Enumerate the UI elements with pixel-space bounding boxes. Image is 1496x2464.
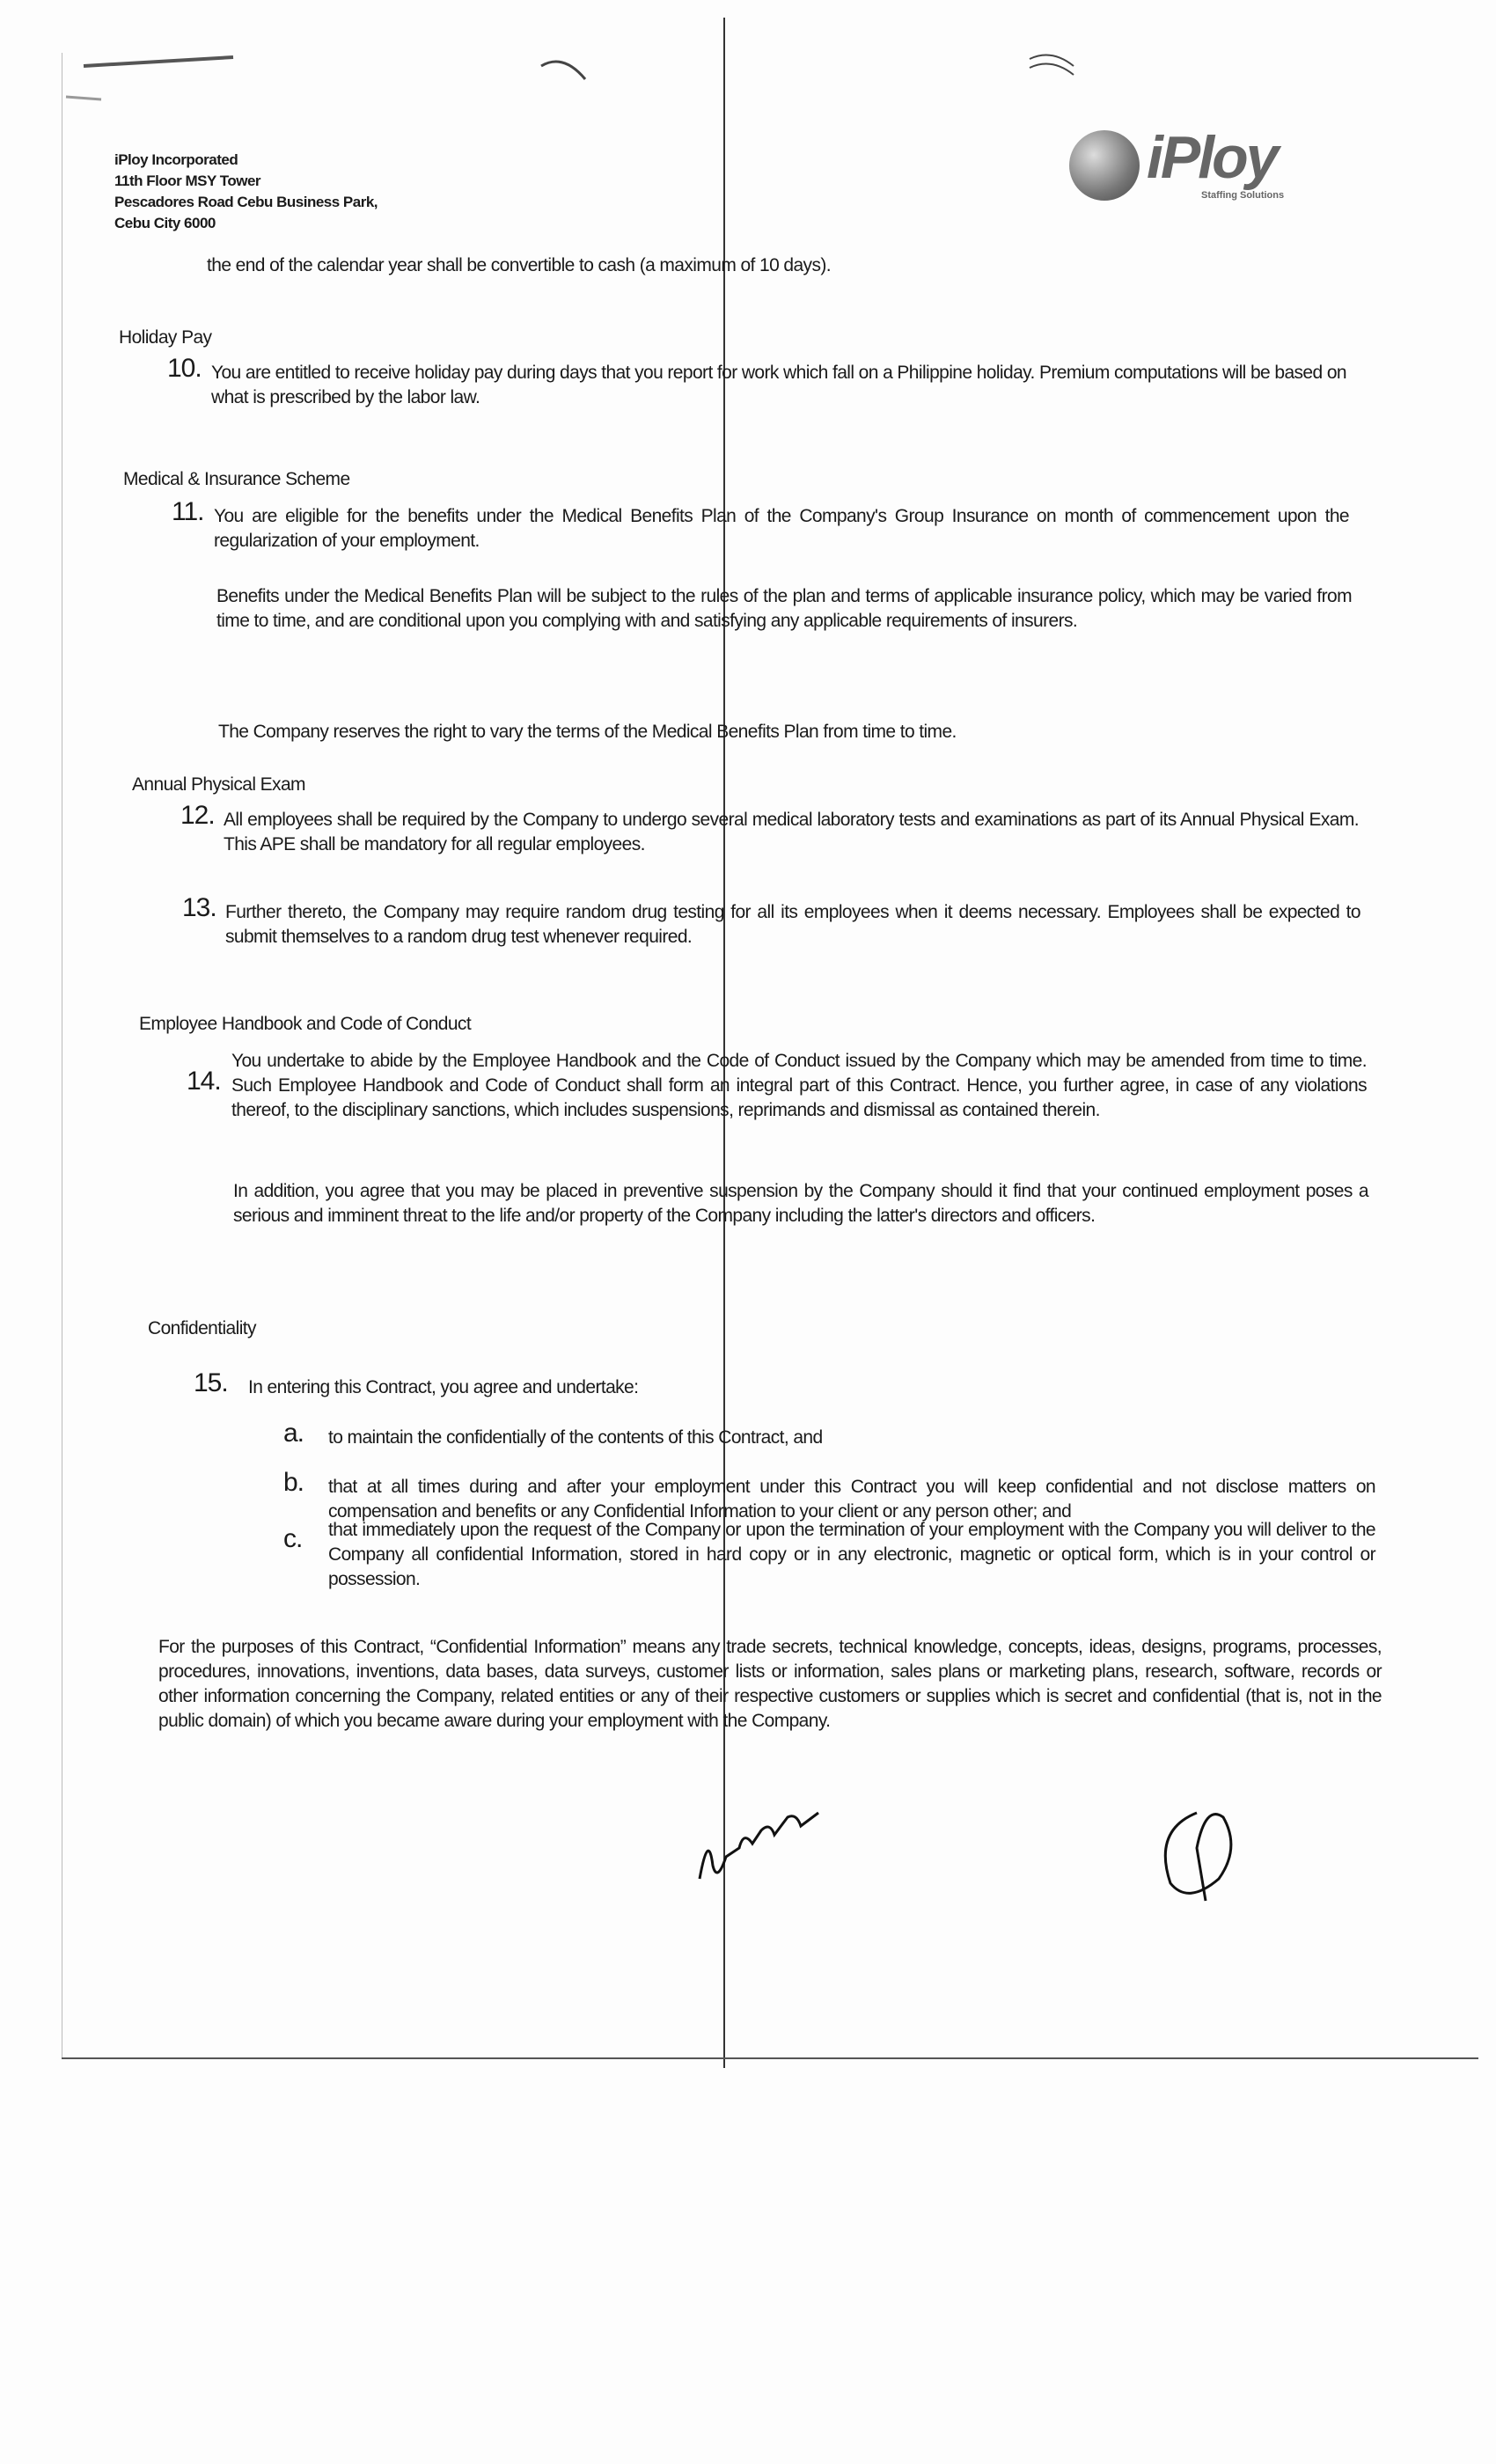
address-line: iPloy Incorporated: [114, 151, 238, 168]
item-number: 13.: [182, 893, 216, 922]
address-line: Pescadores Road Cebu Business Park,: [114, 194, 378, 210]
continuation-text: the end of the calendar year shall be convertible to cash (a maximum of 10 days).: [207, 255, 831, 275]
clause-text: You are eligible for the benefits under the Medical Benefits Plan of the Company's Group Insurance on month of commencement upon the regularization of your employment.: [214, 506, 1349, 551]
logo-name: iPloy: [1147, 124, 1277, 191]
paragraph: Benefits under the Medical Benefits Plan will be subject to the rules of the plan and terms of applicable insurance policy, which may be varied from time to time, and are conditional upon you complying with and satisfying any applicable requirements of insurers.: [216, 586, 1352, 631]
company-address: [114, 150, 378, 234]
signature-employer: [1144, 1795, 1276, 1910]
address-line: 11th Floor MSY Tower: [114, 172, 261, 189]
globe-icon: [1069, 130, 1140, 201]
staple-mark: [1025, 48, 1078, 84]
clause-text: Further thereto, the Company may require random drug testing for all its employees when it deems necessary. Employees shall be expected to submit themselves to a random drug test whenever required.: [225, 902, 1360, 947]
item-number: 15.: [194, 1368, 228, 1397]
paragraph: In addition, you agree that you may be placed in preventive suspension by the Company should it find that your continued employment poses a serious and imminent threat to the life and/or property of the Company including the latter's directors and officers.: [233, 1181, 1368, 1226]
scan-fold-line: [723, 18, 725, 2068]
item-number: 11.: [172, 497, 204, 526]
staple-mark: [537, 53, 590, 88]
subitem-text: to maintain the confidentially of the contents of this Contract, and: [328, 1427, 823, 1448]
section-heading: Employee Handbook and Code of Conduct: [139, 1014, 472, 1034]
section-heading: Annual Physical Exam: [132, 774, 305, 795]
clause-text: You undertake to abide by the Employee Handbook and the Code of Conduct issued by the Company which may be amended from time to time. Such Employee Handbook and Code of Conduct shall form an integral part of this Contract. Hence, you further agree, in case of any violations thereof, to the disciplinary sanctions, which includes suspensions, reprimands and dismissal as contained therein.: [231, 1051, 1367, 1120]
scan-mark: [48, 48, 242, 101]
section-heading: Holiday Pay: [119, 327, 212, 348]
item-number: 12.: [180, 801, 215, 830]
page-bottom-edge: [62, 2057, 1478, 2059]
subitem-text: that at all times during and after your employment under this Contract you will keep confidential and not disclose matters on compensation and benefits or any Confidential Information to your client or any person other; and: [328, 1477, 1375, 1522]
item-number: 14.: [187, 1067, 221, 1096]
subitem-letter: c.: [283, 1524, 303, 1553]
section-heading: Confidentiality: [148, 1318, 256, 1338]
definition-paragraph: For the purposes of this Contract, “Confidential Information” means any trade secrets, technical knowledge, concepts, ideas, designs, programs, processes, procedures, innovations, inventions, data bases, data surveys, customer lists or information, sales plans or marketing plans, research, software, records or other information concerning the Company, related entities or any of their respective customers or supplies which is secret and confidential (that is, not in the public domain) of which you became aware during your employment with the Company.: [158, 1637, 1382, 1731]
subitem-letter: a.: [283, 1419, 304, 1448]
clause-text: You are entitled to receive holiday pay during days that you report for work which fall on a Philippine holiday. Premium computations will be based on what is prescribed by the labor law.: [211, 363, 1346, 407]
subitem-text: that immediately upon the request of the Company or upon the termination of your employment with the Company you will deliver to the Company all confidential Information, stored in hard copy or in any electronic, magnetic or optical form, which is in your control or possession.: [328, 1520, 1375, 1589]
paragraph: The Company reserves the right to vary the terms of the Medical Benefits Plan from time to time.: [218, 722, 957, 742]
company-logo: [1069, 123, 1316, 211]
item-number: 10.: [167, 354, 202, 383]
signature-employee: [691, 1795, 832, 1892]
logo-tagline: Staffing Solutions: [1201, 190, 1285, 201]
clause-text: In entering this Contract, you agree and undertake:: [248, 1377, 639, 1397]
subitem-letter: b.: [283, 1468, 304, 1497]
address-line: Cebu City 6000: [114, 215, 216, 231]
clause-text: All employees shall be required by the Company to undergo several medical laboratory tests and examinations as part of its Annual Physical Exam. This APE shall be mandatory for all regular employees.: [224, 810, 1359, 854]
section-heading: Medical & Insurance Scheme: [123, 469, 350, 489]
